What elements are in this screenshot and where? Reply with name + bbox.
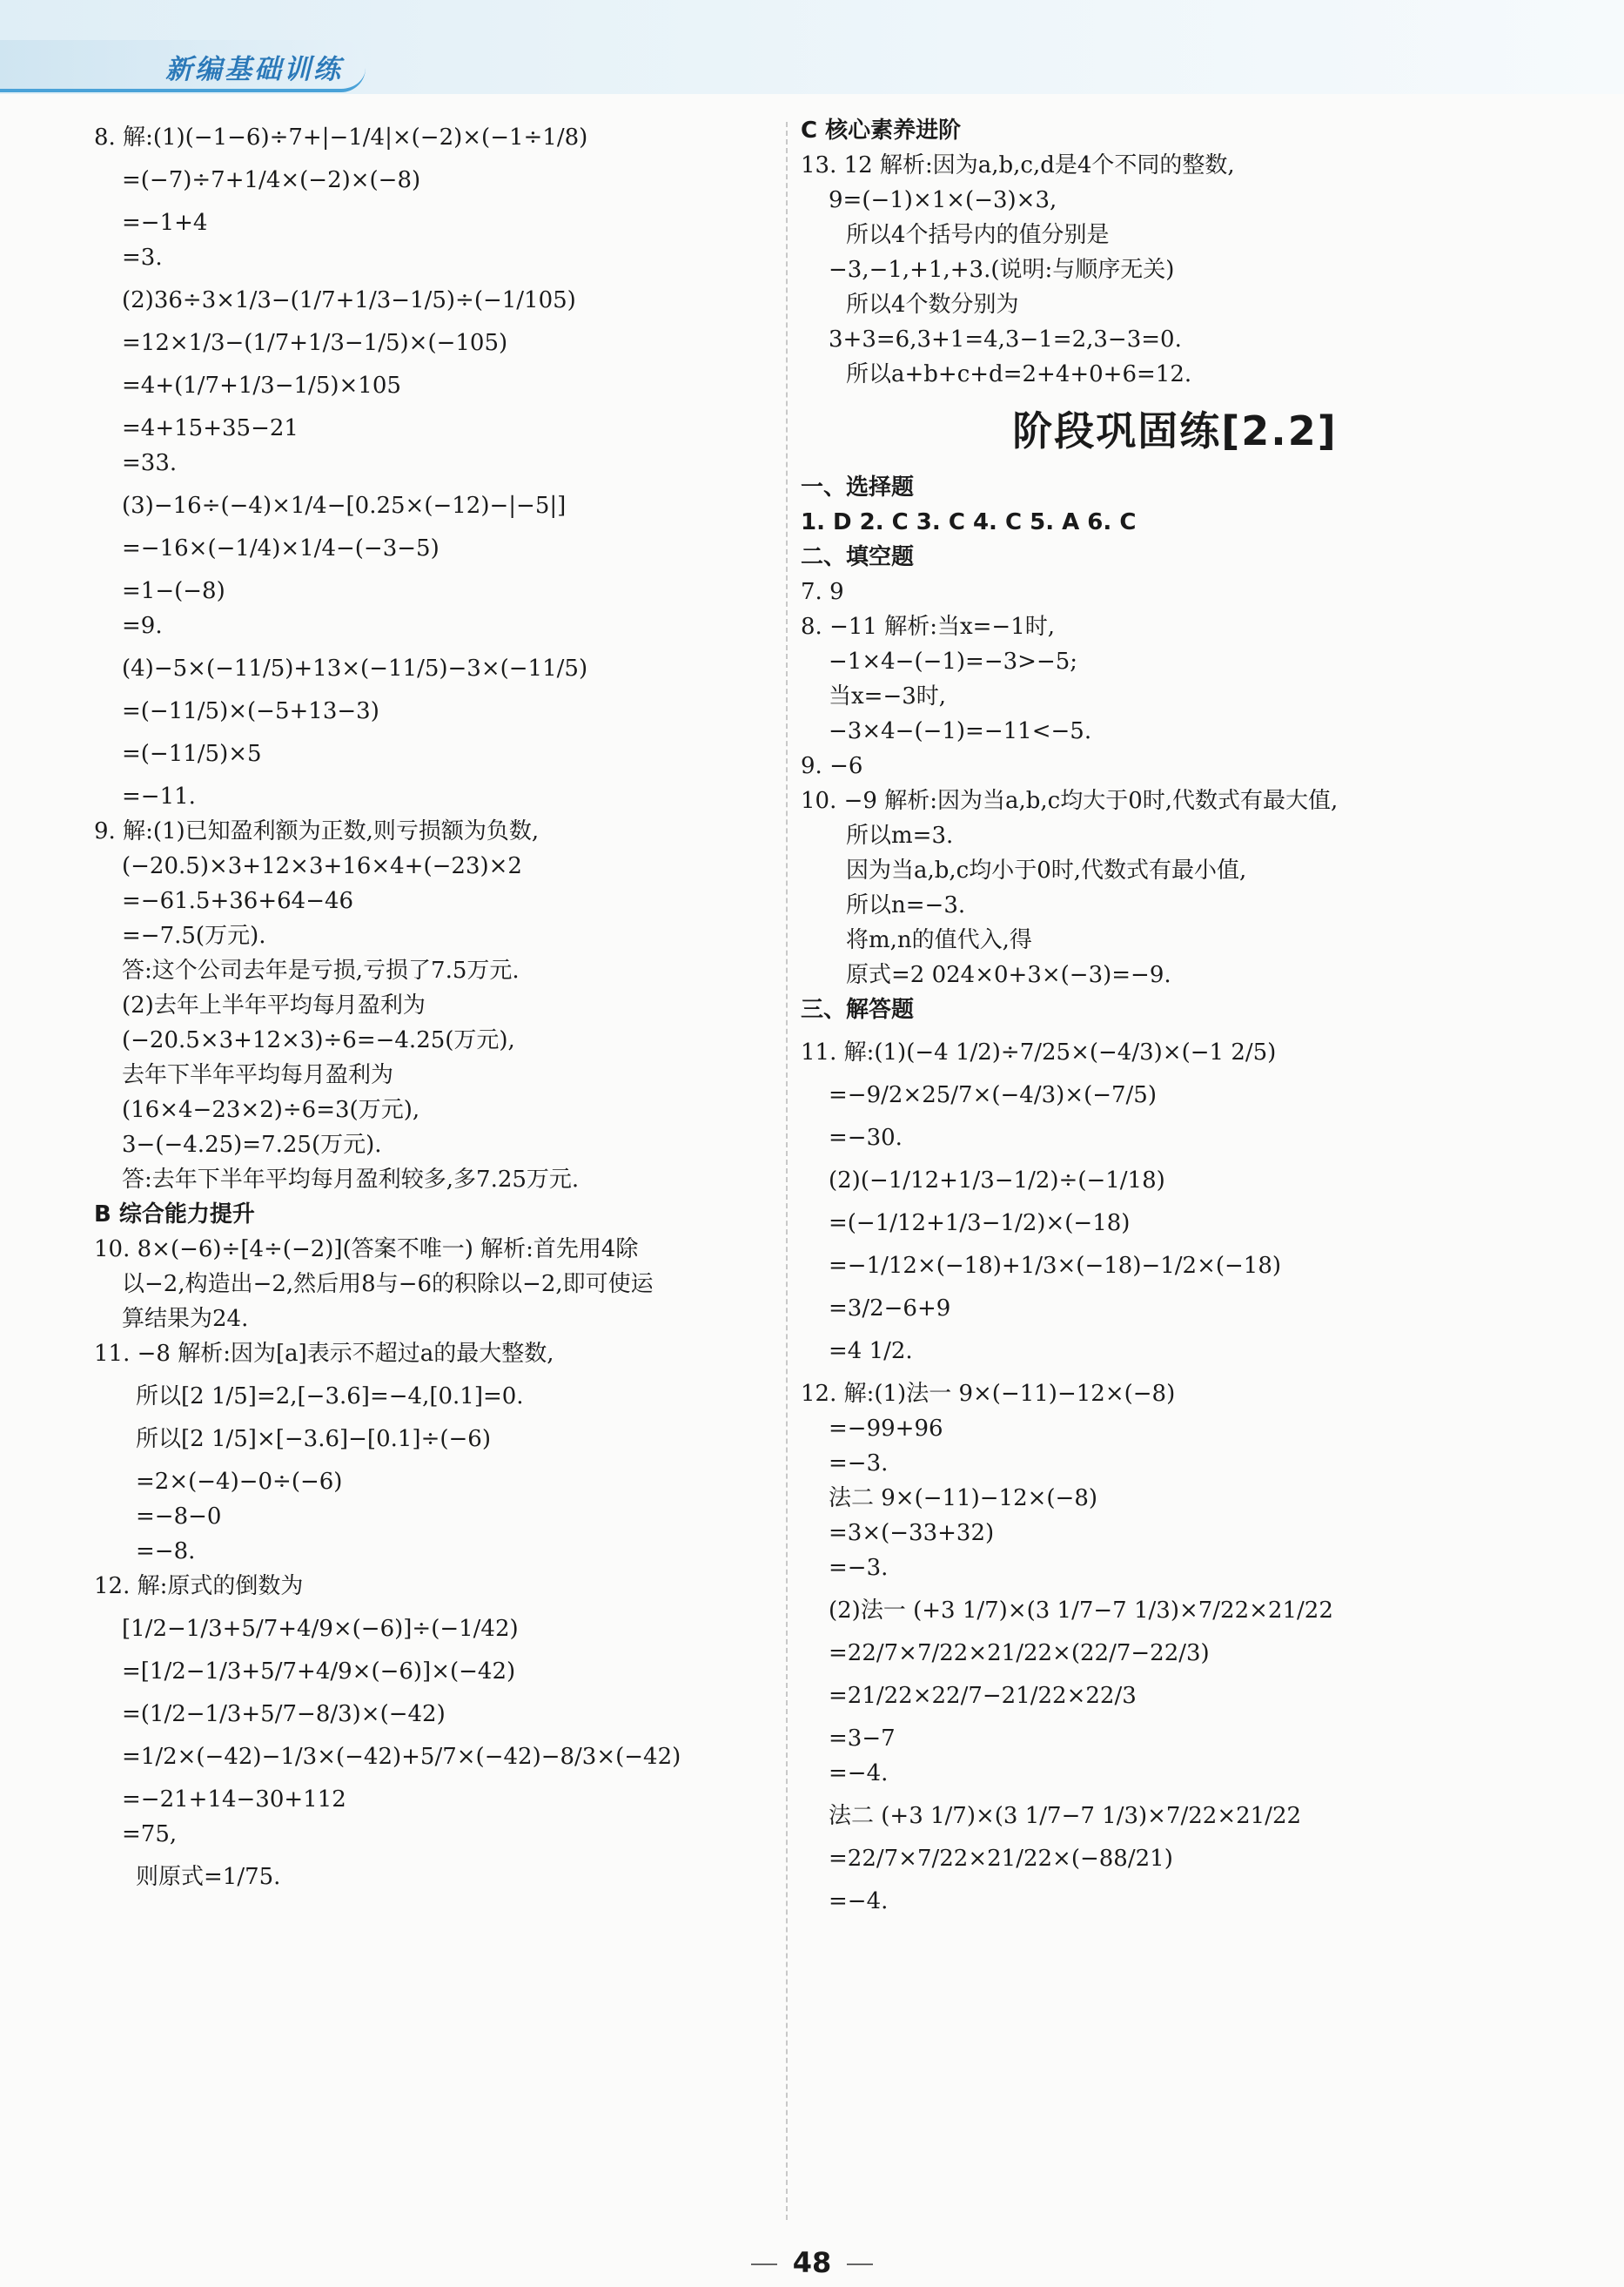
right-line: 所以a+b+c+d=2+4+0+6=12.: [846, 361, 1192, 387]
right-line: 11. 解:(1)(−4 1/2)÷7/25×(−4/3)×(−1 2/5): [801, 1039, 1277, 1066]
right-line: 原式=2 024×0+3×(−3)=−9.: [846, 962, 1171, 988]
right-line: −3,−1,+1,+3.(说明:与顺序无关): [829, 257, 1175, 283]
right-line: 所以n=−3.: [846, 892, 966, 918]
right-line: =3−7: [829, 1725, 896, 1752]
left-line: (4)−5×(−11/5)+13×(−11/5)−3×(−11/5): [122, 656, 588, 682]
left-line: 12. 解:原式的倒数为: [94, 1573, 304, 1599]
right-column: [801, 113, 1549, 1919]
right-line: 所以4个括号内的值分别是: [846, 222, 1110, 248]
right-line: 法二 9×(−11)−12×(−8): [829, 1485, 1098, 1511]
left-line: =75,: [122, 1821, 178, 1847]
right-line: =−3.: [829, 1555, 889, 1581]
right-line: 法二 (+3 1/7)×(3 1/7−7 1/3)×7/22×21/22: [829, 1803, 1302, 1829]
page-number: 48: [792, 2246, 832, 2279]
right-line: =−3.: [829, 1450, 889, 1476]
left-line: 以−2,构造出−2,然后用8与−6的积除以−2,即可使运: [122, 1271, 654, 1297]
left-line: (−20.5×3+12×3)÷6=−4.25(万元),: [122, 1027, 515, 1053]
left-line: =1−(−8): [122, 578, 225, 604]
footer-dash-right: [847, 2263, 873, 2265]
right-line: −3×4−(−1)=−11<−5.: [829, 718, 1092, 744]
right-line: 7. 9: [801, 579, 844, 605]
right-line: 1. D 2. C 3. C 4. C 5. A 6. C: [801, 509, 1137, 535]
right-line: 将m,n的值代入,得: [846, 927, 1032, 953]
left-line: =−21+14−30+112: [122, 1786, 346, 1813]
column-divider: [786, 122, 788, 2220]
page-header-banner: [0, 0, 1624, 94]
left-line: =4+15+35−21: [122, 415, 299, 441]
right-line: −1×4−(−1)=−3>−5;: [829, 649, 1078, 675]
left-line: 答:这个公司去年是亏损,亏损了7.5万元.: [122, 958, 520, 984]
left-line: =[1/2−1/3+5/7+4/9×(−6)]×(−42): [122, 1658, 516, 1685]
right-line: =22/7×7/22×21/22×(22/7−22/3): [829, 1640, 1210, 1666]
header-title: 新编基础训练: [165, 54, 343, 85]
left-line: 11. −8 解析:因为[a]表示不超过a的最大整数,: [94, 1341, 554, 1367]
right-line: 10. −9 解析:因为当a,b,c均大于0时,代数式有最大值,: [801, 788, 1339, 814]
left-line: [1/2−1/3+5/7+4/9×(−6)]÷(−1/42): [122, 1616, 519, 1642]
left-line: (2)36÷3×1/3−(1/7+1/3−1/5)÷(−1/105): [122, 287, 576, 313]
page-footer: [0, 2246, 1624, 2279]
left-line: 算结果为24.: [122, 1306, 249, 1332]
right-line: =−9/2×25/7×(−4/3)×(−7/5): [829, 1082, 1157, 1108]
left-line: 9. 解:(1)已知盈利额为正数,则亏损额为负数,: [94, 818, 540, 844]
header-tab: [0, 40, 366, 92]
left-line: 答:去年下半年平均每月盈利较多,多7.25万元.: [122, 1167, 580, 1193]
right-line: =4 1/2.: [829, 1338, 913, 1364]
left-line: =−61.5+36+64−46: [122, 888, 354, 914]
right-line: =−30.: [829, 1125, 903, 1151]
right-line: =3/2−6+9: [829, 1295, 951, 1322]
right-line: =(−1/12+1/3−1/2)×(−18): [829, 1210, 1131, 1236]
right-line: =−4.: [829, 1888, 889, 1914]
right-line: 所以m=3.: [846, 823, 954, 849]
right-line: 13. 12 解析:因为a,b,c,d是4个不同的整数,: [801, 152, 1235, 178]
left-line: (2)去年上半年平均每月盈利为: [122, 992, 426, 1019]
left-line: =−7.5(万元).: [122, 923, 266, 949]
right-line: =3×(−33+32): [829, 1520, 995, 1546]
right-line: 9. −6: [801, 753, 863, 779]
right-line: 9=(−1)×1×(−3)×3,: [829, 187, 1057, 213]
left-line: 则原式=1/75.: [136, 1864, 281, 1890]
left-line: =−16×(−1/4)×1/4−(−3−5): [122, 535, 440, 562]
left-line: =12×1/3−(1/7+1/3−1/5)×(−105): [122, 330, 508, 356]
left-line: B 综合能力提升: [94, 1201, 255, 1228]
left-line: (16×4−23×2)÷6=3(万元),: [122, 1097, 420, 1123]
right-line: 三、解答题: [801, 997, 915, 1023]
left-line: (−20.5)×3+12×3+16×4+(−23)×2: [122, 853, 522, 879]
right-line: =21/22×22/7−21/22×22/3: [829, 1683, 1137, 1709]
left-line: 3−(−4.25)=7.25(万元).: [122, 1132, 382, 1158]
right-line: 所以4个数分别为: [846, 292, 1019, 318]
right-line: (2)法一 (+3 1/7)×(3 1/7−7 1/3)×7/22×21/22: [829, 1598, 1333, 1624]
right-line: 因为当a,b,c均小于0时,代数式有最小值,: [846, 858, 1247, 884]
right-line: 二、填空题: [801, 544, 915, 570]
right-line: =−99+96: [829, 1416, 943, 1442]
right-line: 12. 解:(1)法一 9×(−11)−12×(−8): [801, 1381, 1176, 1407]
right-line: =−4.: [829, 1760, 889, 1786]
right-line: =22/7×7/22×21/22×(−88/21): [829, 1846, 1173, 1872]
left-line: =−8−0: [136, 1503, 222, 1530]
right-line: 3+3=6,3+1=4,3−1=2,3−3=0.: [829, 326, 1182, 353]
right-line: 8. −11 解析:当x=−1时,: [801, 614, 1056, 640]
left-line: =2×(−4)−0÷(−6): [136, 1469, 343, 1495]
right-line: 一、选择题: [801, 474, 915, 501]
left-line: =33.: [122, 450, 178, 476]
right-line: 当x=−3时,: [829, 683, 947, 710]
right-line: C 核心素养进阶: [801, 118, 962, 144]
right-line: =−1/12×(−18)+1/3×(−18)−1/2×(−18): [829, 1253, 1282, 1279]
left-line: 去年下半年平均每月盈利为: [122, 1062, 394, 1088]
left-line: 所以[2 1/5]×[−3.6]−[0.1]÷(−6): [136, 1426, 491, 1452]
left-line: =4+(1/7+1/3−1/5)×105: [122, 373, 401, 399]
left-line: (3)−16÷(−4)×1/4−[0.25×(−12)−|−5|]: [122, 493, 567, 519]
left-line: 8. 解:(1)(−1−6)÷7+|−1/4|×(−2)×(−1÷1/8): [94, 124, 588, 151]
left-line: =3.: [122, 245, 163, 271]
footer-dash-left: [751, 2263, 777, 2265]
right-line: (2)(−1/12+1/3−1/2)÷(−1/18): [829, 1167, 1165, 1194]
left-line: =−1+4: [122, 210, 208, 236]
left-column: [94, 120, 782, 1902]
right-line: 阶段巩固练[2.2]: [1012, 407, 1338, 454]
left-line: =(−11/5)×(−5+13−3): [122, 698, 379, 724]
left-line: =(−7)÷7+1/4×(−2)×(−8): [122, 167, 421, 193]
left-line: 所以[2 1/5]=2,[−3.6]=−4,[0.1]=0.: [136, 1383, 524, 1409]
left-line: =(1/2−1/3+5/7−8/3)×(−42): [122, 1701, 446, 1727]
left-line: 10. 8×(−6)÷[4÷(−2)](答案不唯一) 解析:首先用4除: [94, 1236, 639, 1262]
left-line: =1/2×(−42)−1/3×(−42)+5/7×(−42)−8/3×(−42): [122, 1744, 681, 1770]
left-line: =−8.: [136, 1538, 196, 1564]
left-line: =9.: [122, 613, 163, 639]
left-line: =−11.: [122, 784, 196, 810]
left-line: =(−11/5)×5: [122, 741, 262, 767]
